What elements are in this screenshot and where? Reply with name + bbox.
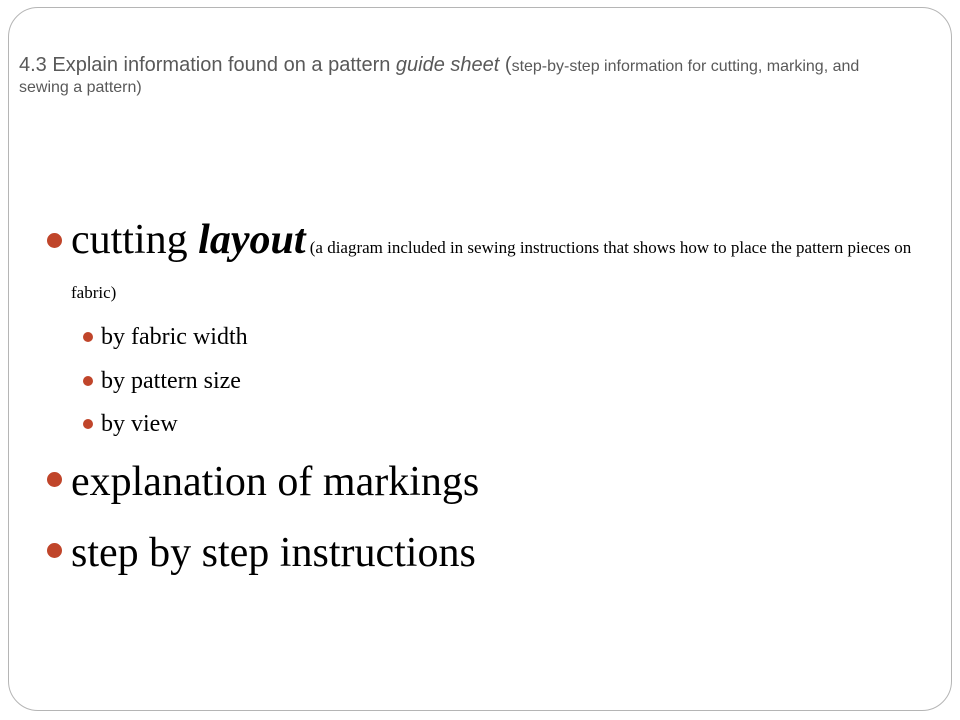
sub-item-view — [47, 403, 947, 447]
slide-frame — [8, 7, 952, 711]
title-detail: step-by-step information for cutting, marking, and sewing a pattern) — [19, 58, 860, 96]
title-emphasis: guide sheet — [395, 54, 500, 76]
item-text-cutting: cutting — [71, 217, 199, 263]
sub-bullet-icon — [83, 332, 93, 342]
sub-bullet-icon — [83, 376, 93, 386]
bullet-icon — [47, 233, 62, 248]
list-item-cutting-layout — [47, 218, 947, 316]
title-paren: ( — [499, 54, 512, 76]
sub-item-fabric-width — [47, 316, 947, 360]
list-item-explanation-of-markings — [47, 447, 947, 518]
bullet-icon — [47, 543, 62, 558]
sub-item-text: by view — [101, 411, 178, 437]
item-text: explanation of markings — [71, 458, 480, 505]
item-note-cutting-layout: (a diagram included in sewing instructions that shows how to place the pattern pieces on fabric) — [71, 238, 912, 302]
bullet-icon — [47, 472, 62, 487]
title-lead: 4.3 Explain information found on a pattern — [19, 54, 396, 76]
sub-bullet-icon — [83, 419, 93, 429]
bullet-list — [47, 218, 947, 589]
item-text-layout: layout — [198, 217, 306, 263]
sublist-cutting-layout — [47, 316, 947, 447]
sub-item-pattern-size — [47, 360, 947, 404]
sub-item-text: by pattern size — [101, 367, 241, 394]
item-text: step by step instructions — [71, 529, 476, 576]
sub-item-text: by fabric width — [101, 324, 248, 350]
list-item-step-by-step — [47, 518, 947, 589]
slide-title — [19, 52, 899, 99]
